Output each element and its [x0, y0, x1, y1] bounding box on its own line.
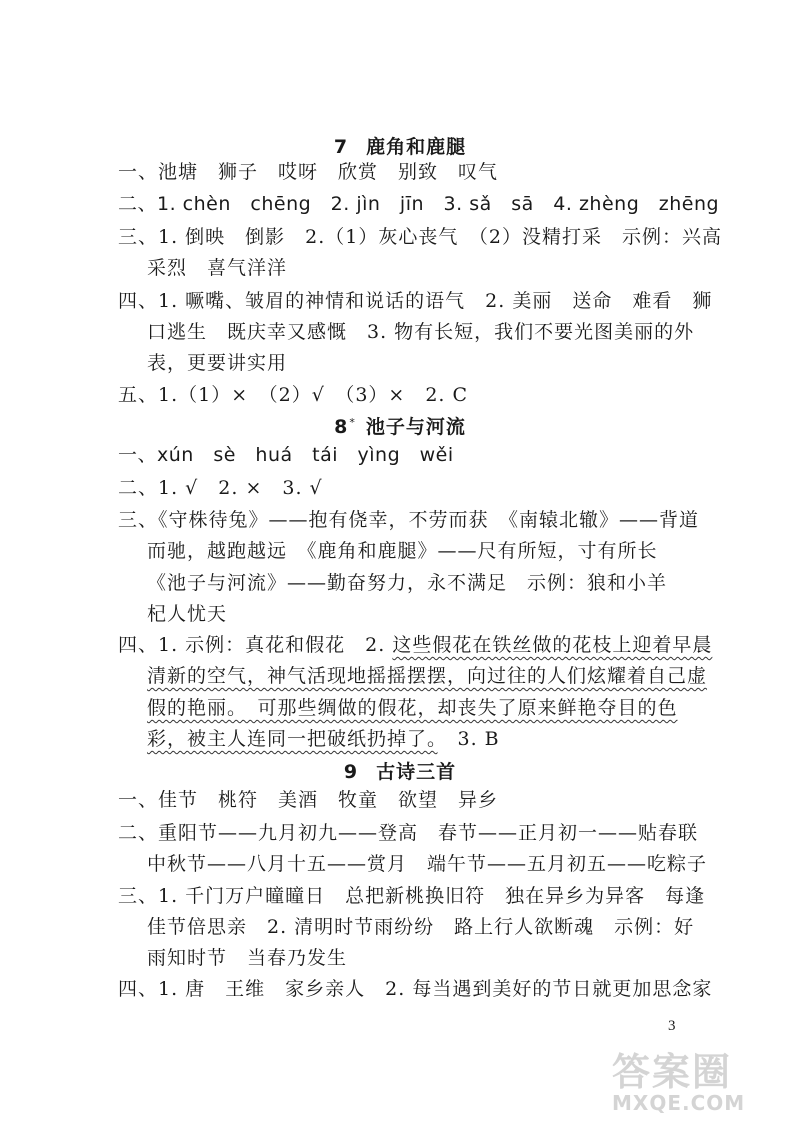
watermark-text: 答案圈 [612, 1050, 733, 1094]
wavy-underlined-text: 清新的空气，神气活现地摇摇摆摆，向过往的人们炫耀着自己虚 [147, 665, 708, 687]
answer-line: 表，更要讲实用 [147, 352, 288, 374]
answer-line [118, 633, 713, 657]
wavy-underlined-text: 彩，被主人连同一把破纸扔掉了。 [147, 728, 438, 750]
section-number: 9 [343, 761, 359, 783]
section-heading: 古诗三首 [376, 761, 457, 783]
section-heading: 池子与河流 [365, 416, 466, 438]
answer-line: 中秋节——八月十五——赏月 端午节——五月初五——吃粽子 [147, 853, 708, 875]
section-number: 8 [334, 416, 349, 438]
answer-line: 一、xún sè huá tái yìng wěi [118, 444, 454, 466]
answer-line: 雨知时节 当春乃发生 [147, 947, 348, 969]
answer-line: 《池子与河流》——勤奋努力，永不满足 示例：狼和小羊 [147, 572, 668, 594]
optional-mark: * [349, 415, 356, 429]
answer-line: 口逃生 既庆幸又感慨 3. 物有长短，我们不要光图美丽的外 [147, 321, 695, 343]
answer-line: 二、重阳节——九月初九——登高 春节——正月初一——贴春联 [118, 822, 699, 844]
answer-line: 五、1.（1）× （2）√ （3）× 2. C [118, 384, 469, 406]
section-heading: 鹿角和鹿腿 [366, 136, 467, 158]
section-title-8 [0, 412, 800, 439]
answer-line: 采烈 喜气洋洋 [147, 257, 288, 279]
answer-line: 四、1. 唐 王维 家乡亲人 2. 每当遇到美好的节日就更加思念家 [118, 978, 713, 1000]
answer-line: 三、《守株待兔》——抱有侥幸，不劳而获 《南辕北辙》——背道 [118, 509, 700, 531]
answer-line [147, 696, 707, 720]
answer-text: 3. B [437, 728, 500, 750]
wavy-underlined-text: 假的艳丽。 可那些绸做的假花，却丧失了原来鲜艳夺目的色 [147, 697, 678, 719]
answer-line: 一、池塘 狮子 哎呀 欣赏 别致 叹气 [118, 161, 499, 183]
wavy-underlined-text: 这些假花在铁丝做的花枝上迎着早晨 [392, 634, 713, 656]
answer-line: 杞人忧天 [147, 603, 228, 625]
answer-line: 三、1. 倒映 倒影 2.（1）灰心丧气 （2）没精打采 示例：兴高 [118, 226, 722, 248]
answer-line [147, 727, 707, 751]
watermark-url: MXQE.COM [612, 1091, 746, 1115]
page-number: 3 [668, 1018, 676, 1034]
answer-text: 四、1. 示例：真花和假花 2. [118, 634, 393, 656]
section-title-9 [0, 757, 800, 784]
answer-line: 而驰，越跑越远 《鹿角和鹿腿》——尺有所短，寸有所长 [147, 540, 658, 562]
answer-line: 三、1. 千门万户曈曈日 总把新桃换旧符 独在异乡为异客 每逢 [118, 885, 706, 907]
section-number: 7 [333, 136, 349, 158]
answer-line: 二、1. √ 2. × 3. √ [118, 477, 323, 499]
answer-line: 佳节倍思亲 2. 清明时节雨纷纷 路上行人欲断魂 示例：好 [147, 916, 695, 938]
section-title-7 [0, 132, 800, 159]
watermark-logo [612, 1052, 788, 1116]
answer-line: 四、1. 噘嘴、皱眉的神情和说话的语气 2. 美丽 送命 难看 狮 [118, 290, 713, 312]
answer-line: 二、1. chèn chēng 2. jìn jīn 3. sǎ sā 4. zhèng zhēng [118, 193, 720, 215]
answer-line [147, 664, 707, 688]
answer-line: 一、佳节 桃符 美酒 牧童 欲望 异乡 [118, 789, 499, 811]
